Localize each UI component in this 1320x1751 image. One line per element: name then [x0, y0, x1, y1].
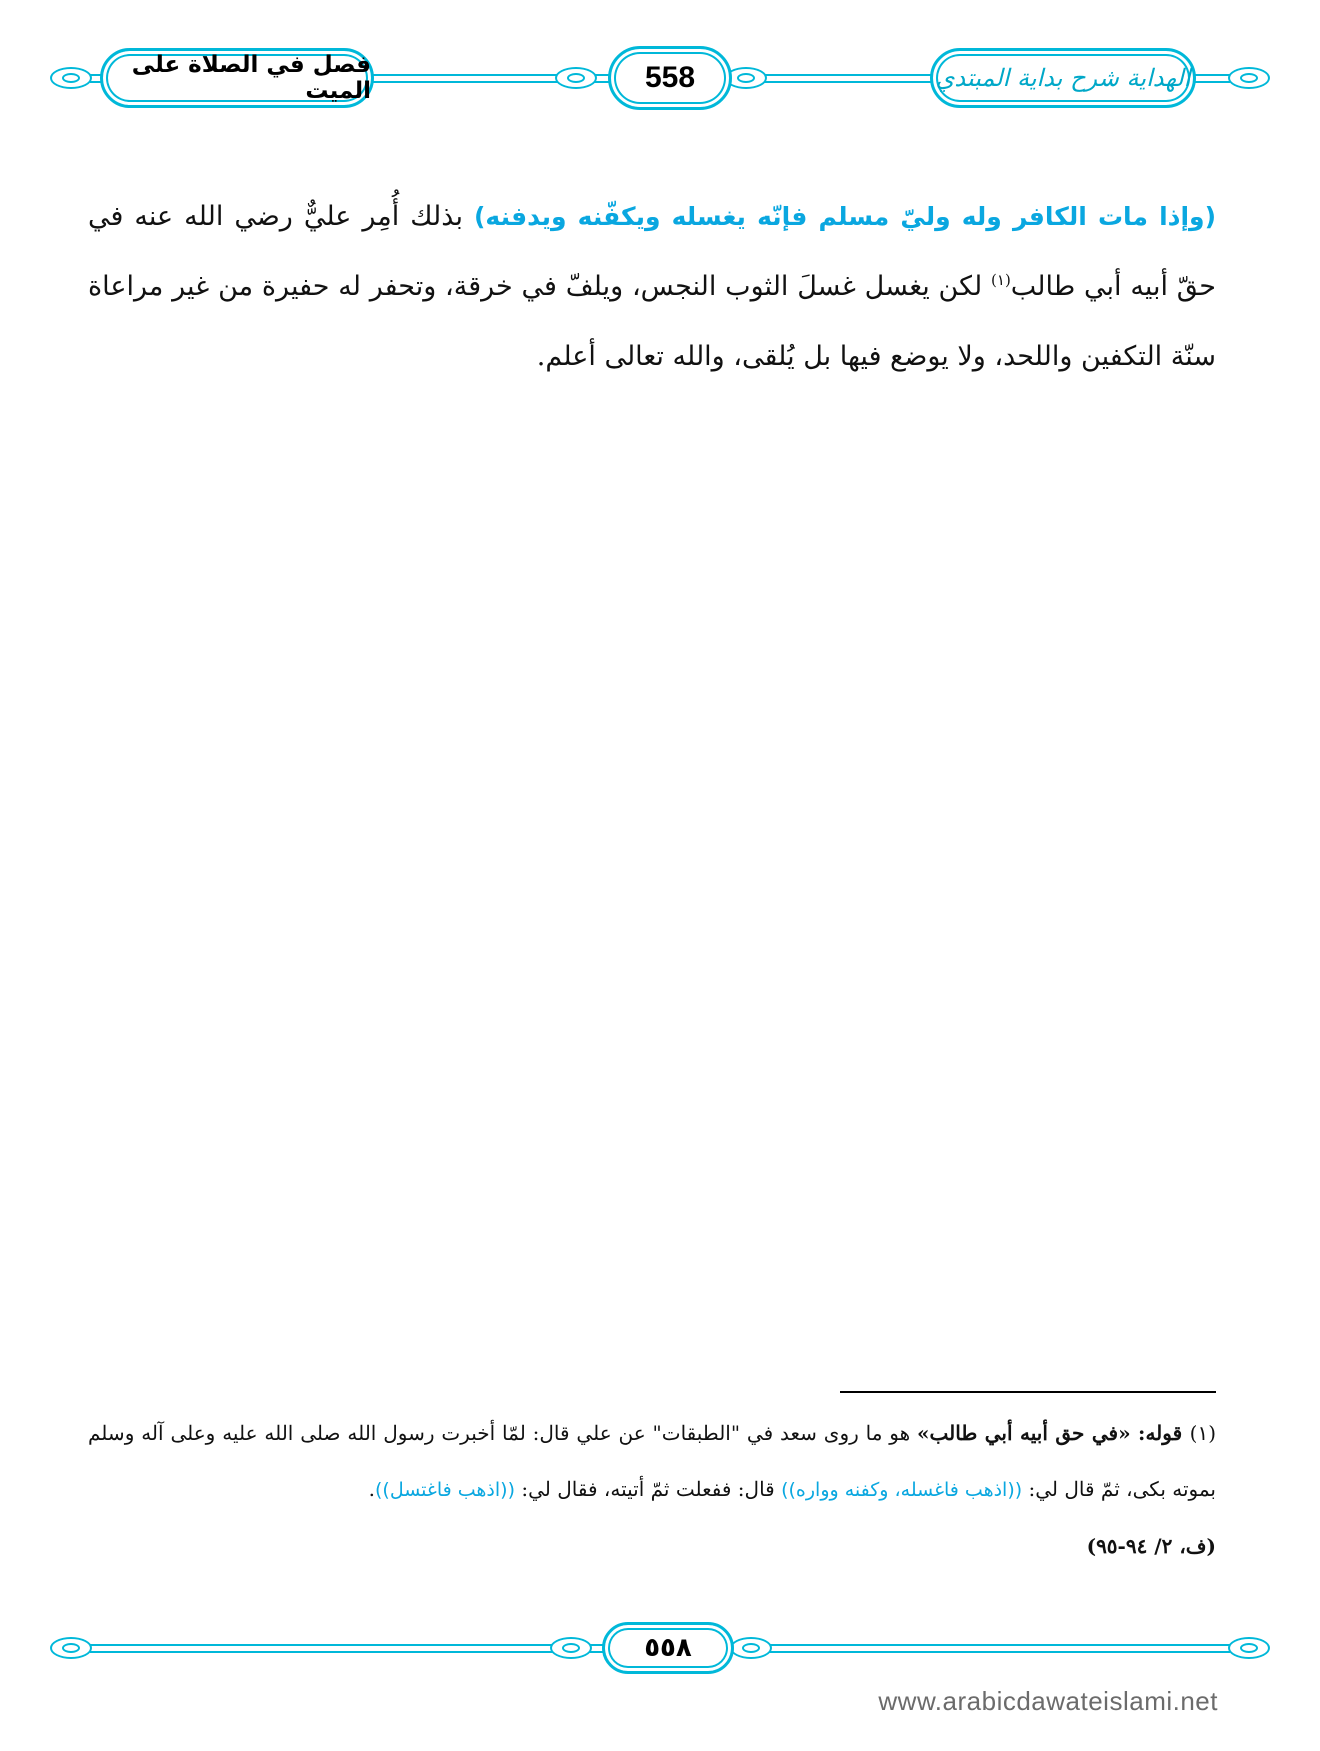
footer-page-number-box [602, 1622, 734, 1674]
page-header [50, 48, 1270, 108]
website-url[interactable]: www.arabicdawateislami.net [878, 1686, 1218, 1716]
footnote-text-3: . [368, 1477, 376, 1501]
footnote-text-1: هو ما روى سعد في "الطبقات" عن علي قال: لمّا أخبرت رسول الله صلى الله عليه وعلى آله وسلم بموته بكى، ثمّ قال لي: [88, 1421, 1216, 1501]
main-paragraph [88, 182, 1216, 392]
footnote-reference-line: (ف، ٢/ ٩٤-٩٥) [1086, 1534, 1216, 1558]
footnote-block [88, 1405, 1216, 1574]
chapter-title: فصل في الصلاة على الميت [131, 52, 371, 104]
footer-right-ornament-icon [1228, 1637, 1270, 1659]
footer-page-number: ٥٥٨ [644, 1633, 692, 1663]
footnote-item [88, 1405, 1216, 1518]
book-title-box [930, 48, 1196, 108]
center-left-ornament-icon [555, 67, 597, 89]
commentary-text-2: لكن يغسل غسلَ الثوب النجس، ويلفّ في خرقة، وتحفر له حفيرة من غير مراعاة سنّة التكفين واللحد، ولا يوضع فيها بل يُلقى، والله تعالى أعلم. [88, 271, 1216, 372]
page-number-box [608, 46, 732, 110]
page-footer [50, 1622, 1270, 1672]
commentary-text-1: بذلك أُمِر عليٌّ رضي الله عنه في حقّ أبيه أبي طالب [88, 201, 1216, 302]
book-title: الهداية شرح بداية المبتدي [935, 64, 1191, 92]
footnote-number: (١) [1189, 1421, 1216, 1445]
matn-text: (وإذا مات الكافر وله وليّ مسلم فإنّه يغسله ويكفّنه ويدفنه) [474, 202, 1217, 231]
footnote-separator [840, 1391, 1216, 1393]
footnote-label: قوله: «في حق أبيه أبي طالب» [917, 1421, 1190, 1445]
page-number: 558 [644, 61, 696, 94]
footer-center-left-ornament-icon [550, 1637, 592, 1659]
footer-left-ornament-icon [50, 1637, 92, 1659]
footnote-text-2: قال: ففعلت ثمّ أتيته، فقال لي: [515, 1477, 782, 1501]
left-ornament-icon [50, 67, 92, 89]
right-ornament-icon [1228, 67, 1270, 89]
chapter-title-box [100, 48, 374, 108]
footnote-quote-2: ((اذهب فاغتسل)) [375, 1479, 516, 1501]
footnote-quote-1: ((اذهب فاغسله، وكفنه وواره)) [781, 1479, 1023, 1501]
footer-center-right-ornament-icon [730, 1637, 772, 1659]
footnote-reference[interactable]: (١) [991, 271, 1011, 289]
